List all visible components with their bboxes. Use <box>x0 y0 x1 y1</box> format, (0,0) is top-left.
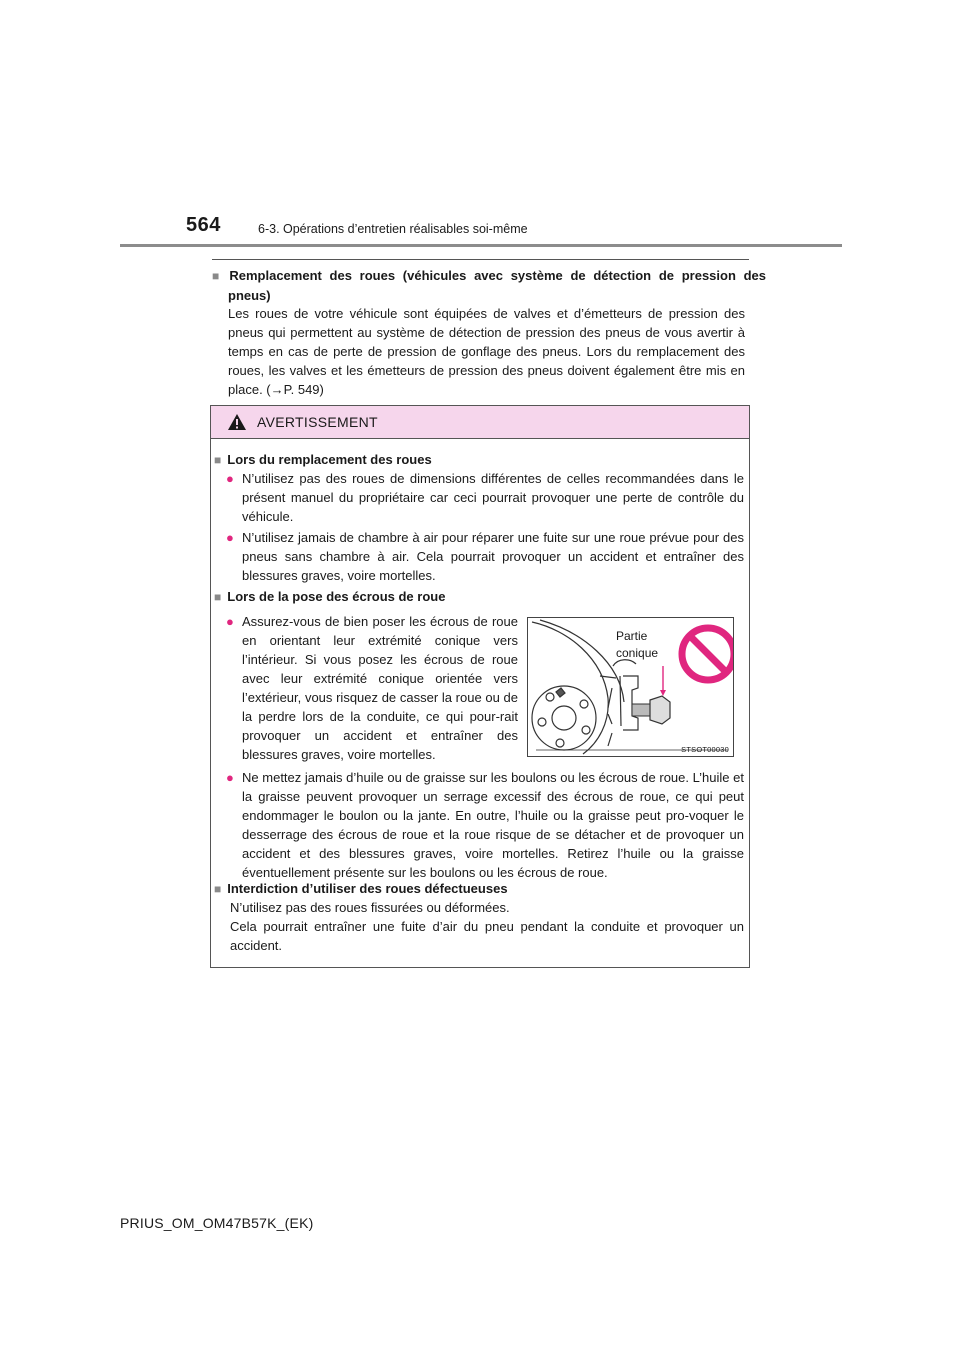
tapered-part-label: Partie conique <box>616 629 659 660</box>
wheel-nut-illustration <box>527 617 734 757</box>
content-top-rule <box>212 259 749 260</box>
page-number: 564 <box>186 214 221 236</box>
warning-title: AVERTISSEMENT <box>257 414 378 430</box>
warning-bullet: ● N’utilisez pas des roues de dimensions différentes de celles recommandées dans le présent manuel du propriétaire car ceci pourrait provoquer une perte de contrôle du véhicule. <box>226 471 744 524</box>
warning-section-heading: ■ Lors de la pose des écrous de roue <box>214 589 446 604</box>
warning-header <box>211 406 749 439</box>
header-rule <box>120 244 842 247</box>
pink-dot-icon: ● <box>226 530 234 545</box>
pink-dot-icon: ● <box>226 770 234 785</box>
square-bullet-icon: ■ <box>214 882 222 896</box>
warning-triangle-icon <box>227 413 247 431</box>
warning-bullet: ● Assurez-vous de bien poser les écrous de roue en orientant leur extrémité conique vers l’intérieur. Si vous posez les écrous de roue avec leur extrémité conique orientée vers l’extérieur, vous risquez de casser la roue ou de la perdre lors de la conduite, ce qui pour-rait provoquer un accident et entraîner des blessures graves, voire mortelles. <box>226 614 518 762</box>
warning-box <box>210 405 750 968</box>
footer-document-id: PRIUS_OM_OM47B57K_(EK) <box>120 1215 314 1231</box>
section-title: 6-3. Opérations d’entretien réalisables soi-même <box>258 222 528 236</box>
warning-section-heading: ■ Interdiction d’utiliser des roues défectueuses <box>214 881 508 896</box>
pink-dot-icon: ● <box>226 471 234 486</box>
square-bullet-icon: ■ <box>214 590 222 604</box>
warning-bullet: ● Ne mettez jamais d’huile ou de graisse sur les boulons ou les écrous de roue. L’huile et la graisse peuvent provoquer un serrage excessif des écrous de roue, ce qui peut endommager le boulon ou la jante. En outre, l’huile ou la graisse peut pro-voquer le desserrage des écrous de roue et la roue risque de se détacher et de provoquer un accident et des blessures graves, voire mortelles. Retirez l’huile ou la graisse éventuellement présente sur les boulons ou les écrous de roue. <box>226 770 744 880</box>
square-bullet-icon: ■ <box>214 453 222 467</box>
warning-section-heading: ■ Lors du remplacement des roues <box>214 452 432 467</box>
warning-paragraph: N’utilisez pas des roues fissurées ou déformées. Cela pourrait entraîner une fuite d’air du pneu pendant la conduite et provoquer un accident. <box>230 900 744 953</box>
section-heading: ■ Remplacement des roues (véhicules avec système de détection de pression des pneus) <box>212 268 767 303</box>
warning-bullet: ● N’utilisez jamais de chambre à air pour réparer une fuite sur une roue prévue pour des pneus sans chambre à air. Cela pourrait provoquer un accident et entraîner des blessures graves, voire mortelles. <box>226 530 744 583</box>
pink-dot-icon: ● <box>226 614 234 629</box>
prohibition-icon <box>682 628 733 680</box>
section-body: Les roues de votre véhicule sont équipées de valves et d’émetteurs de pression des pneus qui permettent au système de détection de pression des pneus de vous avertir à temps en cas de perte de pression de gonflage des pneus. Lors du remplacement des roues, les valves et les émetteurs de pression des pneus doivent également être mis en place. (→P. 549) <box>228 306 745 397</box>
square-bullet-icon: ■ <box>212 269 224 283</box>
illustration-code: STSOT00030 <box>681 745 729 754</box>
